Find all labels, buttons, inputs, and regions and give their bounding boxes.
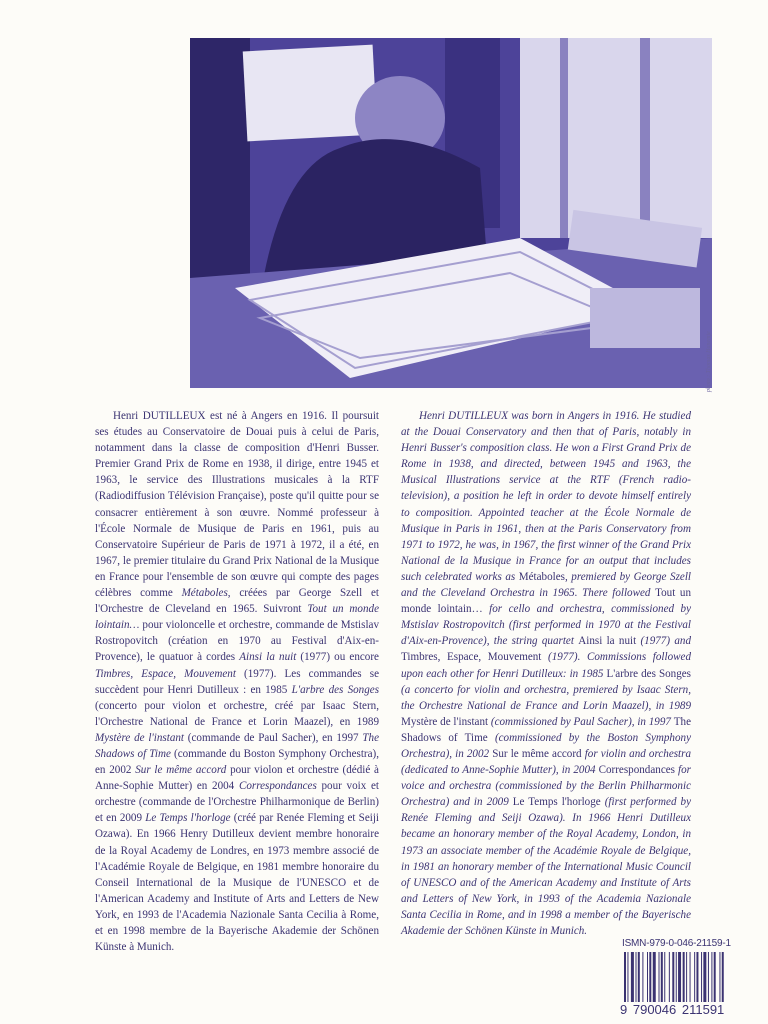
- ismn-number: ISMN-979-0-046-21159-1: [622, 938, 731, 949]
- italic-text: (commissioned by the Boston Symphony Orchestra), in 2002: [401, 731, 691, 760]
- text: pour voix et orchestre (commande de l'Orchestre Philharmonique de Berlin) et en 2009: [95, 780, 379, 825]
- italic-text: Mystère de l'instant: [95, 731, 185, 744]
- barcode-lead-digit: 9: [620, 1002, 628, 1017]
- biography-english: [401, 408, 691, 939]
- text: Henri DUTILLEUX est né à Angers en 1916. Il poursuit ses études au Conservatoire de Douai puis à celui de Paris, notamment dans la classe de composition d'Henri Busser. Premier Grand Prix de Rome en 1938, il dirige, entre 1945 et 1963, le service des Illustrations musicales à la RTF (Radiodiffusion Télévision Française), poste qu'il quitte pour se consacrer entièrement à son œuvre. Nommé professeur à l'École Normale de Musique de Paris en 1961, puis au Conservatoire Supérieur de Paris de 1971 à 1972, il a été, en 1967, le premier titulaire du Grand Prix National de la Musique en France pour l'ensemble de son œuvre qui compte des pages célèbres comme: [95, 410, 379, 600]
- italic-text: (first performed by Renée Fleming and Seiji Ozawa). In 1966 Henri Dutilleux became an honorary member of the Royal Academy, London, in 1973 an associate member of the Académie Royale de Belgique, in 1981 an honorary member of the International Music Council of UNESCO and of the American Academy and Institute of Arts and Letters of New York, in 1993 of the Academia Nazionale Santa Cecilia in Rome, and in 1998 a member of the Bayerische Akademie der Schönen Künste in Munich.: [401, 796, 691, 937]
- text: Tout un monde lointain…: [401, 587, 691, 616]
- italic-text: Henri DUTILLEUX was born in Angers in 1916. He studied at the Douai Conservatory and then that of Paris, notably in Henri Busser's composition class. He won a First Grand Prix de Rome in 1938, and directed, between 1945 and 1963, the Musical Illustrations service at the RTF (French radio-television), a position he left in order to devote himself entirely to composition. Appointed teacher at the École Normale de Musique in Paris in 1961, then at the Paris Conservatory from 1971 to 1972, he was, in 1967, the first winner of the Grand Prix National de la Musique in France for an output that includes such celebrated works as: [401, 410, 691, 583]
- text: Ainsi la nuit: [578, 635, 637, 648]
- italic-text: for violin and orchestra (dedicated to Anne-Sophie Mutter), in 2004: [401, 747, 692, 777]
- text: The Shadows of Time: [401, 715, 691, 744]
- text: Correspondances: [598, 764, 675, 777]
- text: (1977) ou encore: [296, 651, 379, 664]
- italic-text: Correspondances: [238, 780, 317, 793]
- italic-text: Timbres, Espace, Mouvement: [95, 667, 236, 680]
- italic-text: Sur le même accord: [135, 764, 227, 777]
- italic-text: L'arbre des Songes: [291, 683, 380, 696]
- italic-text: , premiered by George Szell and the Cleveland Orchestra in 1965. There followed: [401, 570, 691, 600]
- text: , créées par George Szell et l'Orchestre de Cleveland en 1965. Suivront: [95, 587, 379, 616]
- italic-text: (1977). Commissions followed upon each other for Henri Dutilleux: in 1985: [401, 651, 691, 680]
- biography-french: [95, 408, 379, 955]
- italic-text: (a concerto for violin and orchestra, premiered by Isaac Stern, the Orchestre National de France and Lorin Maazel), in 1989: [401, 683, 691, 712]
- italic-text: The Shadows of Time: [95, 731, 379, 760]
- text: (concerto pour violon et orchestre, créé par Isaac Stern, l'Orchestre National de France et Lorin Maazel), en 1989: [95, 699, 379, 728]
- paragraph-french: [95, 408, 379, 955]
- text: L'arbre des Songes: [606, 667, 691, 680]
- italic-text: for cello and orchestra, commissioned by Mstislav Rostropovitch (first performed in 1970 at the Festival d'Aix-en-Provence), the string quartet: [401, 603, 691, 648]
- text: (commande du Boston Symphony Orchestra), en 2002: [95, 747, 380, 777]
- italic-text: Tout un monde lointain…: [95, 603, 380, 632]
- barcode-group-1: 790046: [632, 1002, 677, 1017]
- italic-text: for voice and orchestra (commissioned by the Berlin Philharmonic Orchestra) and in 2009: [401, 764, 691, 809]
- italic-text: (commissioned by Paul Sacher), in 1997: [488, 715, 674, 728]
- text: (créé par Renée Fleming et Seiji Ozawa). En 1966 Henry Dutilleux devient membre honoraire de la Royal Academy de Londres, en 1973 membre associé de l'Académie Royale de Belgique, en 1981 membre honoraire du Conseil International de la Musique de l'UNESCO et de l'American Academy and Institute of Arts and Letters de New York, en 1993 de l'Academia Nazionale Santa Cecilia à Rome, et en 1998 membre de la Bayerische Akademie der Schönen Künste à Munich.: [95, 812, 380, 954]
- text: (1977). Les commandes se succèdent pour Henri Dutilleux : en 1985: [95, 667, 379, 696]
- text: pour violoncelle et orchestre, commande de Mstislav Rostropovitch (création en 1970 au Festival d'Aix-en-Provence), le quatuor à cordes: [95, 619, 379, 664]
- text: Le Temps l'horloge: [512, 796, 601, 809]
- photo-illustration: [190, 38, 712, 388]
- barcode-digits: [619, 1002, 725, 1017]
- barcode-group-2: 211591: [681, 1002, 725, 1017]
- italic-text: (1977) and: [636, 635, 691, 648]
- composer-photo: [190, 38, 712, 388]
- text: (commande de Paul Sacher), en 1997: [184, 731, 363, 744]
- italic-text: Métaboles: [181, 587, 228, 600]
- text: Mystère de l'instant: [401, 715, 489, 728]
- photo-credit: photo : Thomas Hanemje: [706, 331, 712, 392]
- paragraph-english: [401, 408, 691, 939]
- text: Timbres, Espace, Mouvement: [401, 651, 542, 664]
- text: Métaboles: [518, 570, 565, 583]
- text: pour violon et orchestre (dédié à Anne-Sophie Mutter) en 2004: [95, 764, 379, 793]
- italic-text: Le Temps l'horloge: [145, 812, 231, 825]
- italic-text: Ainsi la nuit: [239, 651, 297, 664]
- text: Sur le même accord: [492, 747, 582, 760]
